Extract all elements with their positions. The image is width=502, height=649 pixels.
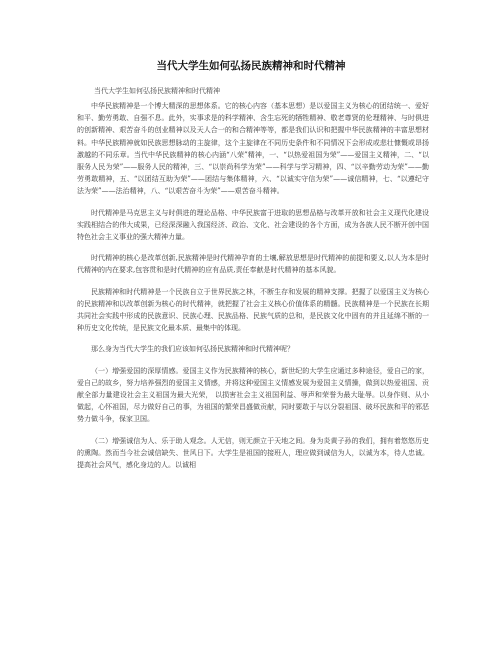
paragraph: 民族精神和时代精神是一个民族自立于世界民族之林，不断生存和发展的精神支撑。把握了以爱国主义为核心的民族精神和以改革创新为核心的时代精神，就把握了社会主义核心价值体系的精髓。民族精神是一个民族在长期共同社会实践中形成的民族意识、民族心理、民族品格、民族气质的总和，是民族文化中固有的并且延绵不断的一种历史文化传统，是民族文化最本质、最集中的体现。: [77, 287, 429, 333]
document-subtitle: 当代大学生如何弘扬民族精神和时代精神: [94, 87, 220, 95]
document-body: [77, 100, 429, 480]
paragraph: 时代精神的核心是改革创新,民族精神是时代精神孕育的土壤,解放思想是时代精神的前提和要义,以人为本是时代精神的内在要求,包容贯和是时代精神的应有品质,责任奉献是时代精神的基本风貌。: [77, 254, 429, 275]
paragraph: 时代精神是马克思主义与时俱进的理论品格、中华民族富于进取的思想品格与改革开放和社会主义现代化建设实践相结合的伟大成果，已经深深融入我国经济、政治、文化、社会建设的各个方面，成为各族人民不断开创中国特色社会主义事业的强大精神力量。: [77, 208, 429, 242]
paragraph: （二）增强诚信为人、乐于助人观念。人无信，则无颜立于天地之间。身为炎黄子孙的我们，拥有着悠悠历史的熏陶。然而当今社会诚信缺失、世风日下。大学生是祖国的接班人，理应做到诚信为人，以诚为本，待人忠诚。提高社会风气，感化身边的人。以诚相: [77, 436, 429, 470]
paragraph: （一）增强爱国的深厚情感。爱国主义作为民族精神的核心，新世纪的大学生应通过多种途径，爱自己的家，爱自己的故乡，努力培养强烈的爱国主义情感，并将这种爱国主义情感发展为爱国主义情操，做到以热爱祖国、贡献全部力量建设社会主义祖国为最大光荣， 以损害社会主义祖国利益、辱声和荣誉为最大耻辱。以身作则、从小做起，心怀祖国，尽力做好自己的事，为祖国的繁荣昌盛做贡献，同时要敢于与以分裂祖国、破坏民族和平的邪恶势力做斗争，保家卫国。: [77, 366, 429, 424]
document-title: 当代大学生如何弘扬民族精神和时代精神: [156, 60, 346, 72]
paragraph: 那么身为当代大学生的我们应该如何弘扬民族精神和时代精神呢？: [91, 345, 294, 354]
paragraph: 中华民族精神是一个博大精深的思想体系。它的核心内容（基本思想）是以爱国主义为核心的团结统一、爱好和平、勤劳勇敢、自强不息。此外，实事求是的科学精神、含生忘死的牺牲精神、敬老尊贤的伦理精神、与时俱进的创新精神、艰苦奋斗的创业精神以及天人合一的和合精神等等，都是我们认识和把握中华民族精神的丰富思想材料。中华民族精神就如民族思想脉动的主旋律，这个主旋律在不同历史条件和不同情况下会形成或悲壮慷慨或昂扬激越的不同乐章。当代中华民族精神的核心内涵“八荣”精神，一、“以热爱祖国为荣”——爱国主义精神，二、“以服务人民为荣”——服务人民的精神，三、“以崇尚科学为荣”——科学与学习精神，四、“以辛勤劳动为荣”——勤劳勇敢精神，五、“以团结互助为荣”——团结与集体精神，六、“以诚实守信为荣”——诚信精神，七、“以遵纪守法为荣”——法治精神，八、“以艰苦奋斗为荣”——艰苦奋斗精神。: [77, 102, 429, 196]
